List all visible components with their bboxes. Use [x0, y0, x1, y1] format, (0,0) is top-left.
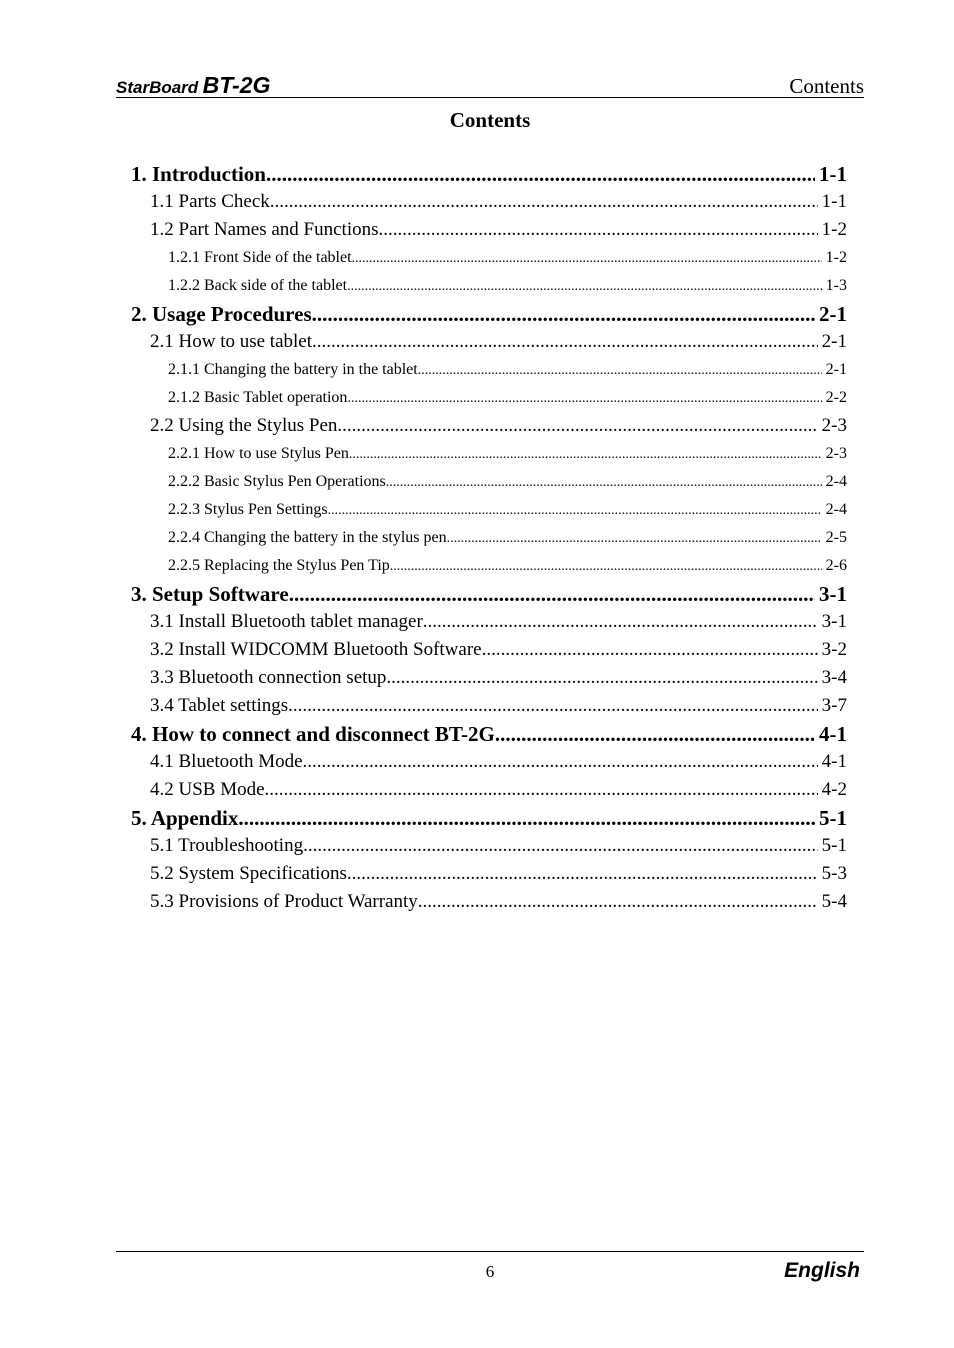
toc-entry-page: 5-1 [819, 806, 847, 830]
page-number: 6 [485, 1262, 495, 1281]
footer-rule [116, 1251, 864, 1252]
toc-leader-dots [352, 245, 822, 273]
table-of-contents [0, 160, 954, 916]
toc-entry[interactable] [0, 384, 847, 412]
toc-entry[interactable] [0, 272, 847, 300]
toc-entry[interactable] [0, 468, 847, 496]
toc-leader-dots [312, 328, 818, 356]
toc-leader-dots [418, 357, 822, 385]
header-brand [116, 72, 270, 99]
toc-entry[interactable] [0, 776, 847, 804]
toc-entry-label: 5. Appendix [131, 806, 239, 830]
toc-leader-dots [337, 412, 817, 440]
toc-entry[interactable] [0, 832, 847, 860]
toc-entry-page: 4-1 [819, 722, 847, 746]
toc-entry-page: 1-1 [821, 191, 847, 212]
toc-entry-page: 3-4 [821, 667, 847, 688]
toc-leader-dots [270, 188, 818, 216]
toc-entry-page: 2-2 [825, 389, 847, 406]
toc-leader-dots [386, 664, 817, 692]
toc-entry-label: 1. Introduction [131, 162, 266, 186]
toc-leader-dots [312, 300, 815, 328]
toc-entry-label: 3.2 Install WIDCOMM Bluetooth Software [150, 639, 482, 660]
toc-entry-page: 2-1 [821, 331, 847, 352]
toc-leader-dots [418, 888, 818, 916]
toc-entry[interactable] [0, 328, 847, 356]
toc-entry-page: 5-4 [821, 891, 847, 912]
toc-leader-dots [495, 720, 815, 748]
toc-entry-label: 2. Usage Procedures [131, 302, 312, 326]
toc-entry-page: 3-1 [819, 582, 847, 606]
toc-entry[interactable] [0, 804, 847, 832]
toc-leader-dots [447, 525, 822, 553]
toc-entry[interactable] [0, 524, 847, 552]
toc-entry-label: 5.3 Provisions of Product Warranty [150, 891, 418, 912]
toc-entry-page: 3-7 [821, 695, 847, 716]
toc-entry-page: 1-3 [825, 277, 847, 294]
toc-entry-page: 2-1 [825, 361, 847, 378]
toc-entry-label: 1.1 Parts Check [150, 191, 270, 212]
toc-entry[interactable] [0, 496, 847, 524]
toc-entry-label: 2.2.3 Stylus Pen Settings [168, 501, 328, 518]
page-title: Contents [449, 108, 531, 132]
toc-entry-label: 2.1.1 Changing the battery in the tablet [168, 361, 418, 378]
toc-entry[interactable] [0, 412, 847, 440]
toc-entry-page: 1-1 [819, 162, 847, 186]
toc-entry-label: 3.3 Bluetooth connection setup [150, 667, 387, 688]
toc-entry-label: 2.2.2 Basic Stylus Pen Operations [168, 473, 386, 490]
toc-leader-dots [265, 776, 818, 804]
toc-entry[interactable] [0, 860, 847, 888]
toc-leader-dots [288, 692, 818, 720]
toc-entry[interactable] [0, 356, 847, 384]
toc-entry-label: 2.1 How to use tablet [150, 331, 313, 352]
toc-entry-label: 4. How to connect and disconnect BT-2G [131, 722, 495, 746]
toc-leader-dots [347, 385, 821, 413]
toc-leader-dots [390, 553, 822, 581]
toc-entry[interactable] [0, 608, 847, 636]
toc-entry-page: 2-1 [819, 302, 847, 326]
toc-entry-label: 2.2 Using the Stylus Pen [150, 415, 338, 436]
toc-entry-page: 2-4 [825, 473, 847, 490]
toc-entry-label: 1.2.1 Front Side of the tablet [168, 249, 352, 266]
toc-entry[interactable] [0, 160, 847, 188]
toc-entry-label: 3.4 Tablet settings [150, 695, 289, 716]
toc-leader-dots [238, 804, 815, 832]
header-section-title: Contents [789, 74, 864, 98]
toc-leader-dots [347, 860, 818, 888]
toc-entry-page: 5-3 [821, 863, 847, 884]
toc-entry-label: 5.2 System Specifications [150, 863, 347, 884]
toc-entry-page: 3-1 [821, 611, 847, 632]
toc-entry-page: 2-6 [825, 557, 847, 574]
toc-entry-page: 4-2 [821, 779, 847, 800]
toc-leader-dots [349, 441, 822, 469]
toc-entry-label: 2.2.1 How to use Stylus Pen [168, 445, 349, 462]
toc-entry[interactable] [0, 580, 847, 608]
toc-entry-page: 4-1 [821, 751, 847, 772]
toc-entry-label: 1.2.2 Back side of the tablet [168, 277, 348, 294]
toc-leader-dots [303, 832, 818, 860]
toc-entry[interactable] [0, 692, 847, 720]
toc-entry[interactable] [0, 300, 847, 328]
toc-entry-label: 4.2 USB Mode [150, 779, 265, 800]
toc-entry-label: 2.2.4 Changing the battery in the stylus pen [168, 529, 447, 546]
toc-entry[interactable] [0, 440, 847, 468]
toc-entry-label: 2.2.5 Replacing the Stylus Pen Tip [168, 557, 390, 574]
toc-entry-label: 3.1 Install Bluetooth tablet manager [150, 611, 423, 632]
toc-entry-page: 2-5 [825, 529, 847, 546]
footer-language: English [784, 1259, 860, 1282]
toc-entry-page: 2-3 [821, 415, 847, 436]
toc-entry-label: 4.1 Bluetooth Mode [150, 751, 303, 772]
toc-entry[interactable] [0, 244, 847, 272]
header-rule [116, 97, 864, 98]
toc-entry[interactable] [0, 748, 847, 776]
toc-entry-page: 3-2 [821, 639, 847, 660]
toc-entry[interactable] [0, 188, 847, 216]
toc-leader-dots [347, 273, 822, 301]
toc-leader-dots [328, 497, 822, 525]
toc-leader-dots [379, 216, 818, 244]
toc-leader-dots [303, 748, 818, 776]
toc-entry-page: 2-3 [825, 445, 847, 462]
toc-entry[interactable] [0, 636, 847, 664]
toc-entry[interactable] [0, 216, 847, 244]
toc-entry-label: 2.1.2 Basic Tablet operation [168, 389, 348, 406]
brand-name: StarBoard [116, 78, 199, 97]
toc-entry[interactable] [0, 552, 847, 580]
toc-leader-dots [266, 160, 815, 188]
toc-entry-page: 5-1 [821, 835, 847, 856]
toc-entry-label: 5.1 Troubleshooting [150, 835, 304, 856]
toc-leader-dots [482, 636, 818, 664]
toc-entry[interactable] [0, 888, 847, 916]
toc-entry-page: 1-2 [821, 219, 847, 240]
toc-entry[interactable] [0, 664, 847, 692]
toc-entry[interactable] [0, 720, 847, 748]
toc-entry-label: 3. Setup Software [131, 582, 289, 606]
toc-leader-dots [386, 469, 822, 497]
toc-entry-page: 1-2 [825, 249, 847, 266]
toc-leader-dots [289, 580, 815, 608]
toc-entry-label: 1.2 Part Names and Functions [150, 219, 379, 240]
toc-entry-page: 2-4 [825, 501, 847, 518]
brand-model: BT-2G [202, 72, 271, 98]
toc-leader-dots [423, 608, 818, 636]
